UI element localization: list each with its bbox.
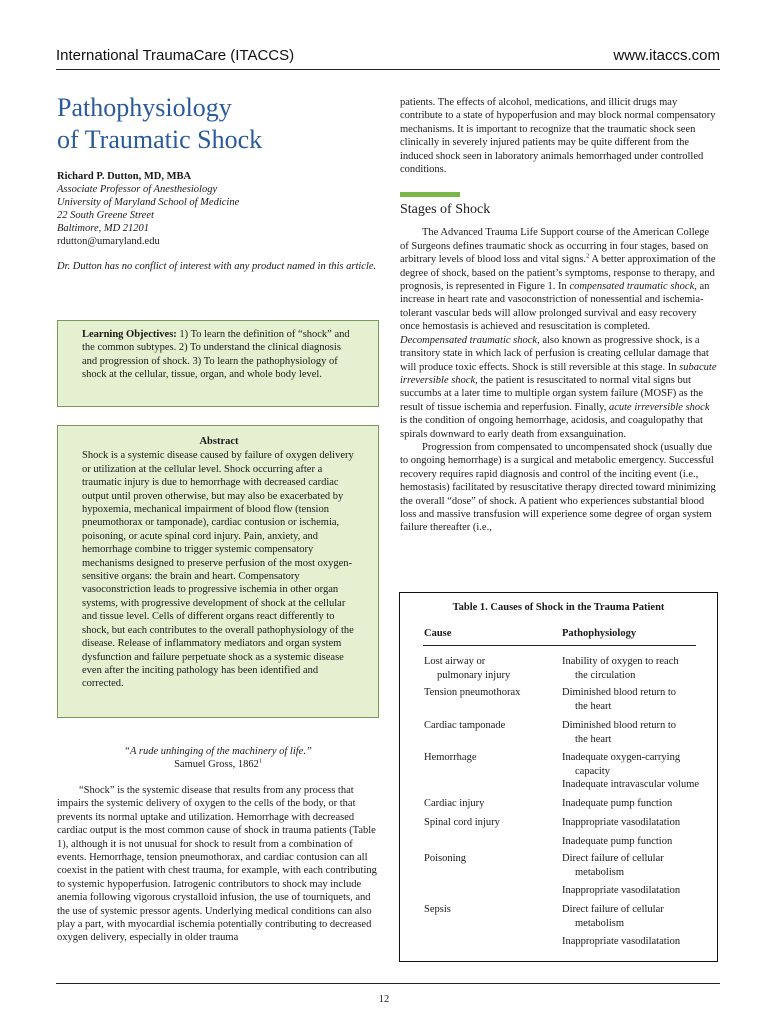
author-affiliation: Associate Professor of Anesthesiology University of Maryland School of Medicine 22 South Greene Street Baltimore, MD 21201 bbox=[57, 184, 240, 234]
abstract-title: Abstract bbox=[199, 436, 239, 447]
table-cell-patho: Direct failure of cellular metabolism Inappropriate vasodilatation bbox=[562, 853, 681, 897]
learning-objectives-label: Learning Objectives: bbox=[82, 329, 177, 340]
author-name: Richard P. Dutton, MD, MBA bbox=[57, 171, 192, 182]
stages-paragraph-1: The Advanced Trauma Life Support course of the American College of Surgeons defines traumatic shock as occurring in four stages, based on arbitrary levels of blood loss and vital signs.$^2$ A better approximation of the degree of shock, based on the patient’s symptoms, response to therapy, and prognosis, is represented in Figure 1. In compensated traumatic shock, an increase in heart rate and vasoconstriction of nonessential and ischemia-tolerant vascular beds will allow prolonged survival and easy recovery once hemostasis is achieved and resuscitation is completed. Decompensated traumatic shock, also known as progressive shock, is a transitory state in which lack of perfusion is creating cellular damage that will produce toxic effects. Shock is still reversible at this stage. In subacute irreversible shock, the patient is resuscitated to normal vital signs but succumbs at a later time to multiple organ system failure (MOSF) as the result of tissue ischemia and reperfusion. Finally, acute irreversible shock is the condition of ongoing hemorrhage, acidosis, and coagulopathy that spirals downward to early death from exsanguination. bbox=[400, 227, 717, 440]
table-cell-cause: Cardiac tamponade bbox=[424, 720, 506, 731]
epigraph-attribution: Samuel Gross, 1862$^1$ bbox=[174, 758, 262, 770]
section-heading: Stages of Shock bbox=[400, 202, 491, 218]
table-header-cause: Cause bbox=[424, 628, 452, 639]
learning-objectives-box bbox=[57, 320, 379, 407]
table-cell-patho: Diminished blood return to the heart bbox=[562, 720, 677, 745]
table-cell-patho: Inability of oxygen to reach the circulation bbox=[562, 656, 679, 681]
table-cell-patho: Inappropriate vasodilatation Inadequate pump function bbox=[562, 817, 681, 847]
right-column bbox=[400, 96, 718, 535]
header-rule bbox=[56, 69, 720, 70]
table-title: Table 1. Causes of Shock in the Trauma Patient bbox=[452, 602, 665, 613]
learning-objectives-text: 1) To learn the definition of “shock” and the common subtypes. 2) To understand the clinical diagnosis and progression of shock. 3) To learn the pathophysiology of shock at the cellular, tissue, organ, and whole body level. bbox=[82, 329, 350, 381]
page-number: 12 bbox=[378, 994, 390, 1005]
table-cell-cause: Sepsis bbox=[424, 904, 451, 915]
table-cell-patho: Inadequate oxygen-carrying capacity Inadequate intravascular volume bbox=[562, 752, 700, 791]
table-cell-patho: Diminished blood return to the heart bbox=[562, 687, 677, 712]
body-paragraph-right-top: patients. The effects of alcohol, medications, and illicit drugs may contribute to a state of hypoperfusion and may block normal compensatory mechanisms. It is important to recognize that the traumatic shock seen clinically in severely injured patients may be quite different from the induced shock seen in laboratory animals hemorrhaged under controlled conditions. bbox=[400, 97, 716, 176]
table-cell-cause: Hemorrhage bbox=[424, 752, 477, 763]
author-email[interactable]: rdutton@umaryland.edu bbox=[57, 236, 160, 247]
table-cell-cause: Poisoning bbox=[424, 853, 467, 864]
abstract-box bbox=[57, 425, 379, 718]
abstract-text: Shock is a systemic disease caused by failure of oxygen delivery or utilization at the cellular level. Shock occurring after a traumatic injury is due to hemorrhage with decreased cardiac output until proven otherwise, but may also be exacerbated by hypoxemia, mechanical impairment of blood flow (tension pneumothorax or tamponade), cardiac contusion or ischemia, poisoning, or acute spinal cord injury. Pain, anxiety, and hemorrhage combine to trigger systemic compensatory mechanisms designed to preserve perfusion of the most oxygen-sensitive organs: the brain and heart. Compensatory vasoconstriction leads to progressive ischemia in other organ systems, with progressive development of shock at the cellular and tissue level. Cells of different organs react differently to shock, but each contributes to the overall pathophysiology of the disease. Release of inflammatory mediators and organ system dysfunction and failure perpetuate shock as a systemic disease even after the inciting pathology has been identified and corrected. bbox=[82, 450, 354, 690]
table-cell-cause: Tension pneumothorax bbox=[424, 687, 521, 698]
table-header-pathophysiology: Pathophysiology bbox=[562, 628, 637, 639]
stages-paragraph-2: Progression from compensated to uncompensated shock (usually due to ongoing hemorrhage) is a surgical and metabolic emergency. Successful recovery requires rapid diagnosis and control of the inciting event (i.e., hemostasis) facilitated by resuscitative therapy directed toward minimizing the overall “dose” of shock. A patient who experiences substantial blood loss and massive transfusion will experience some degree of organ system failure thereafter (i.e., bbox=[400, 441, 716, 534]
article-title: Pathophysiology of Traumatic Shock bbox=[57, 93, 263, 154]
table-cell-patho: Inadequate pump function bbox=[562, 798, 673, 809]
journal-website[interactable]: www.itaccs.com bbox=[613, 47, 720, 64]
body-paragraph-left: “Shock” is the systemic disease that results from any process that impairs the systemic delivery of oxygen to the cells of the body, or that prevents its normal uptake and utilization. Hemorrhage with decreased cardiac output is the most common cause of shock in trauma patients (Table 1), although it is not unusual for shock to result from a combination of events. Hemorrhage, tension pneumothorax, and cardiac contusion can all coexist in the patient with chest trauma, for example, with each contributing to systemic hypoperfusion. Iatrogenic contributors to shock may include anemia following vigorous crystalloid infusion, the use of tourniquets, and the use of systemic pressor agents. Underlying medical conditions can also play a part, with myocardial ischemia potentially contributing to decreased oxygen delivery, especially in older trauma bbox=[57, 785, 377, 944]
section-accent-bar bbox=[400, 192, 460, 197]
conflict-statement: Dr. Dutton has no conflict of interest with any product named in this article. bbox=[57, 261, 377, 272]
table-cell-cause: Lost airway or pulmonary injury bbox=[424, 656, 511, 681]
article-front-matter bbox=[57, 92, 379, 273]
epigraph bbox=[57, 745, 379, 771]
table-cell-patho: Direct failure of cellular metabolism Inappropriate vasodilatation bbox=[562, 904, 681, 948]
epigraph-quote: “A rude unhinging of the machinery of life.” bbox=[124, 746, 312, 757]
table-cell-cause: Spinal cord injury bbox=[424, 817, 500, 828]
page-header bbox=[56, 44, 720, 68]
journal-name: International TraumaCare (ITACCS) bbox=[56, 47, 295, 64]
table-header-rule bbox=[423, 645, 696, 646]
footer-rule bbox=[56, 983, 720, 984]
table-cell-cause: Cardiac injury bbox=[424, 798, 485, 809]
